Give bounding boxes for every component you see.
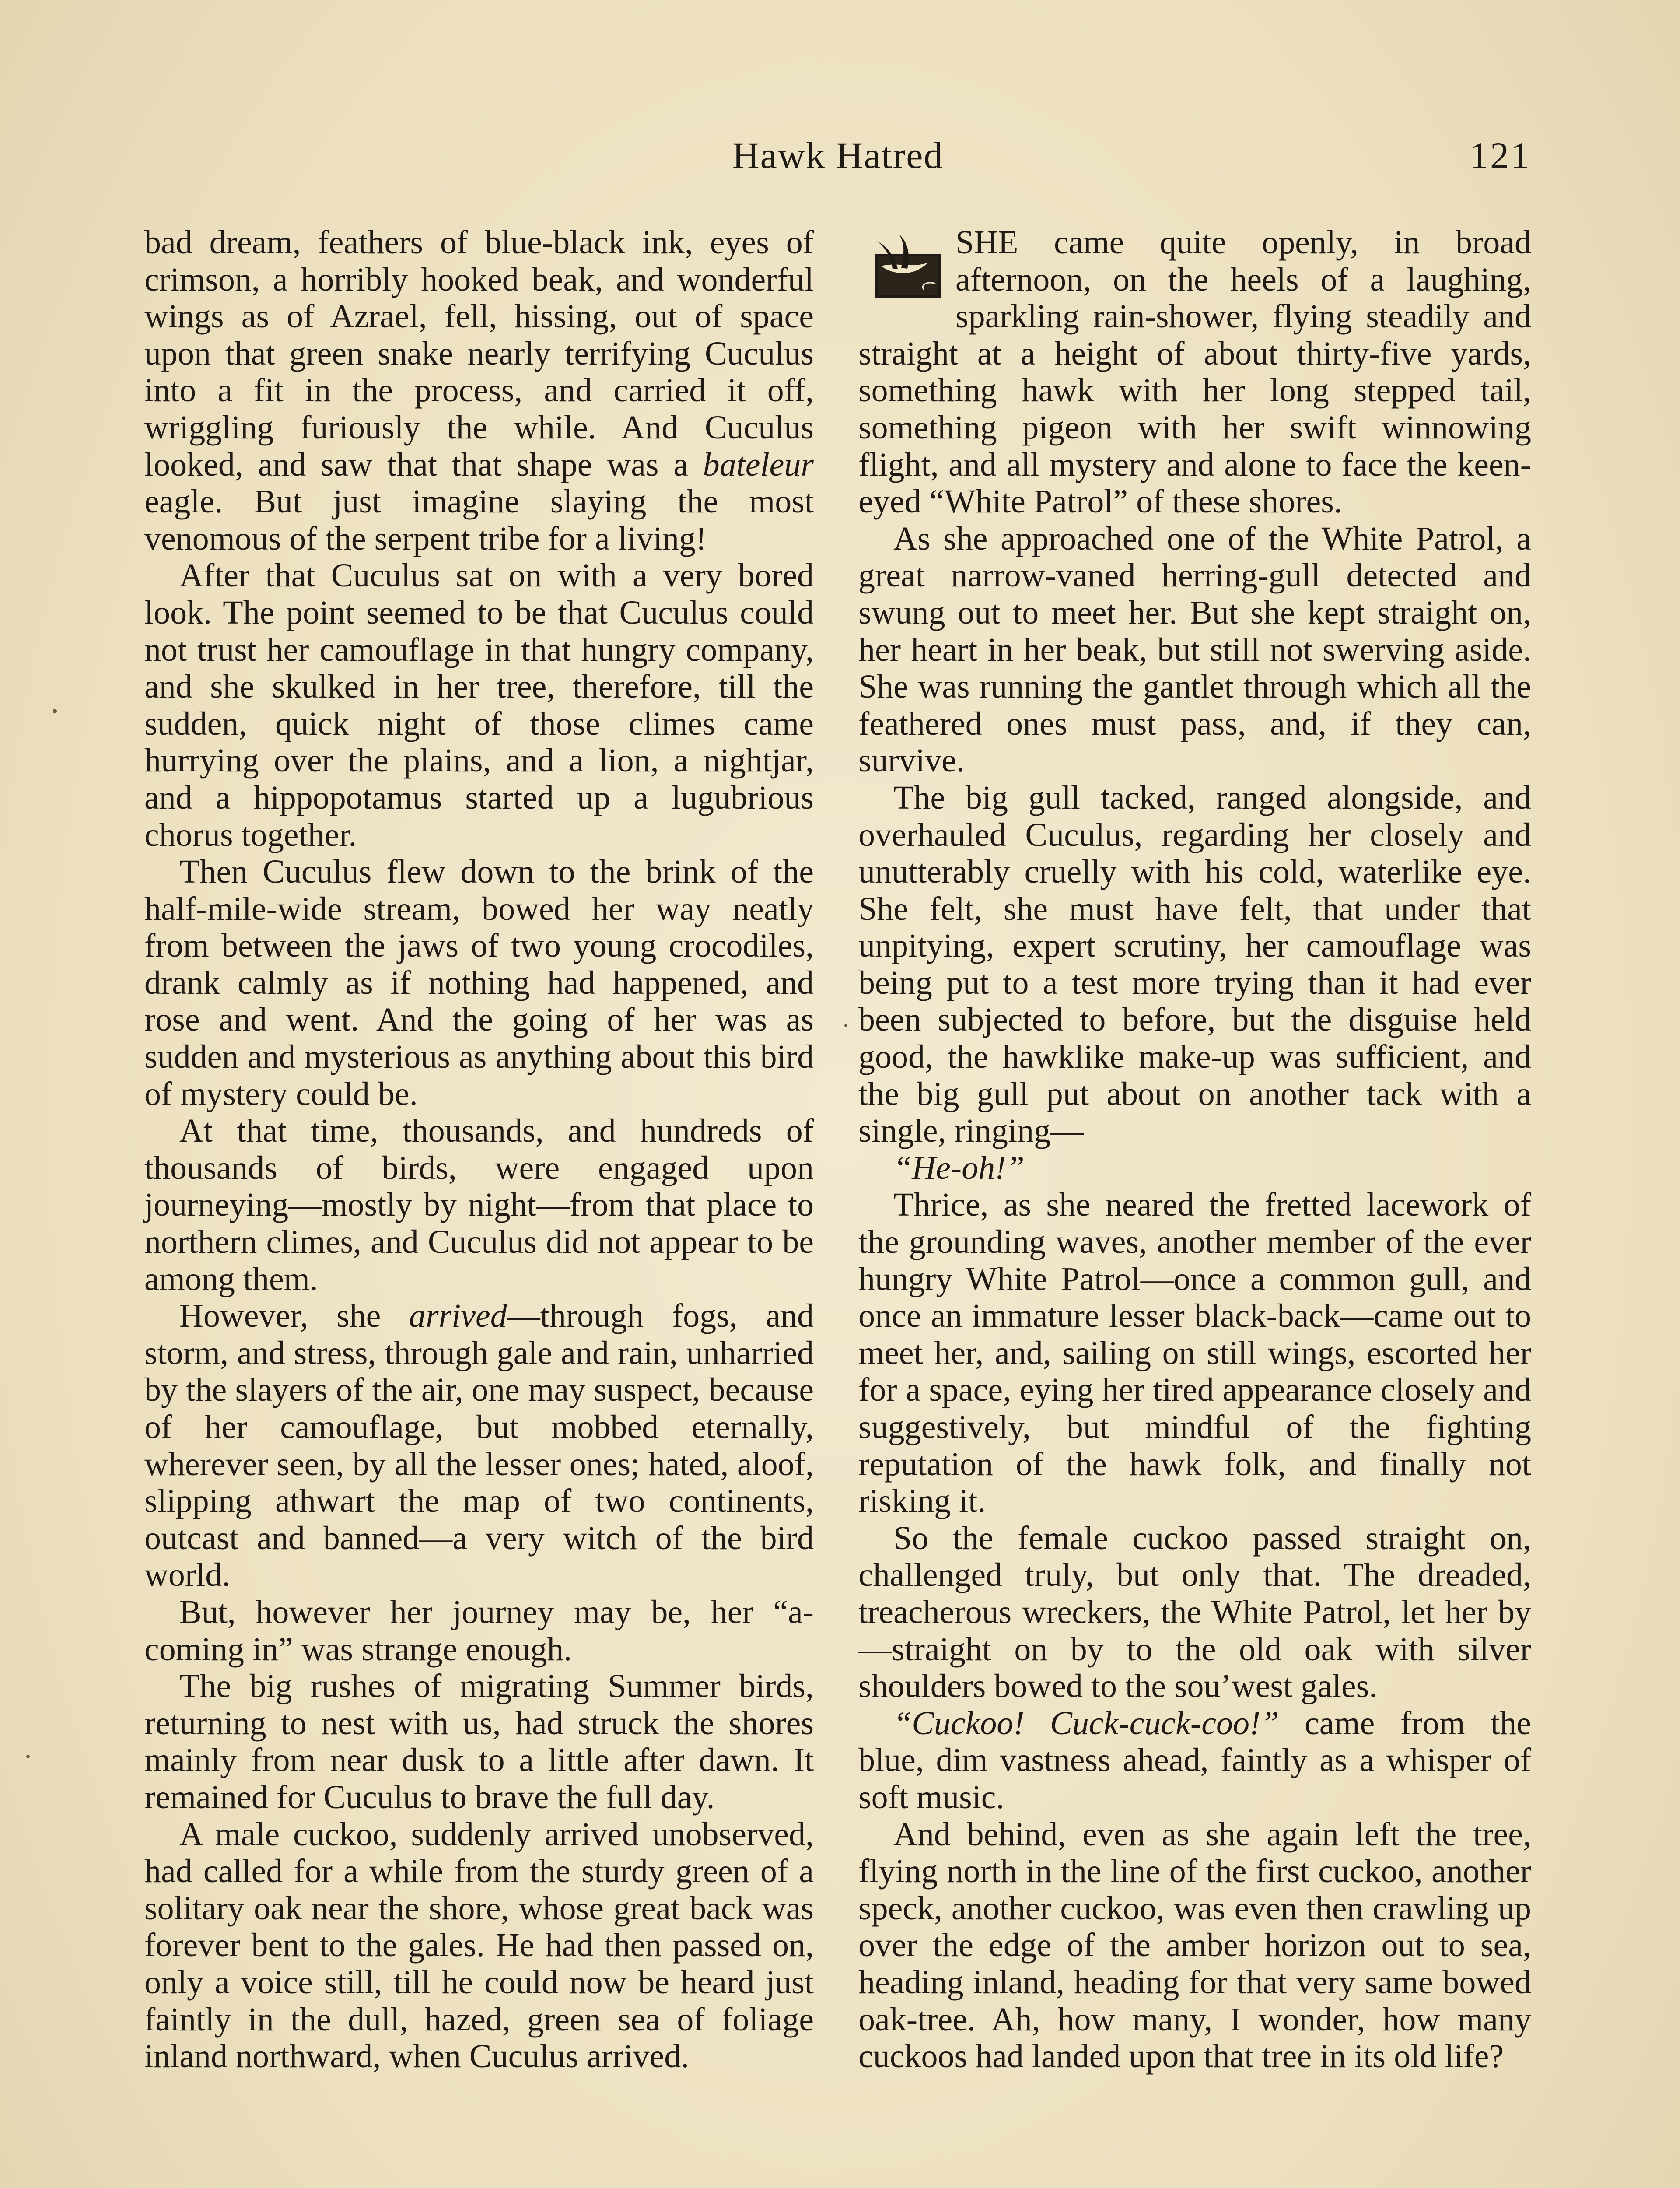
- paper-speck: [52, 709, 57, 713]
- paragraph: SHE came quite openly, in broad afternoon, on the heels of a laughing, sparkling rain-shower, flying steadily and straight at a height of about thirty-five yards, something hawk with her long stepped tail, something pigeon with her swift winnowing flight, and all mystery and alone to face the keen-eyed “White Patrol” of these shores.: [858, 224, 1531, 520]
- page-title: Hawk Hatred: [732, 134, 944, 176]
- paper-speck: [844, 1024, 847, 1027]
- cuckoo-vignette-icon: [858, 228, 946, 299]
- paragraph: But, however her journey may be, her “a-coming in” was strange enough.: [144, 1593, 814, 1668]
- paragraph: And behind, even as she again left the tree, flying north in the line of the first cuckoo, another speck, another cuckoo, was even then crawling up over the edge of the amber horizon out to sea, heading inland, heading for that very same bowed oak-tree. Ah, how many, I wonder, how many cuckoos had landed upon that tree in its old life?: [858, 1816, 1531, 2075]
- paragraph: As she approached one of the White Patrol, a great narrow-vaned herring-gull detected and swung out to meet her. But she kept straight on, her heart in her beak, but still not swerving aside. She was running the gantlet through which all the feathered ones must pass, and, if they can, survive.: [858, 520, 1531, 779]
- paragraph: Thrice, as she neared the fretted lacework of the grounding waves, another member of the ever hungry White Patrol—once a common gull, and once an immature lesser black-back—came out to meet her, and, sailing on still wings, escorted her for a space, eying her tired appearance closely and suggestively, but mindful of the fighting reputation of the hawk folk, and finally not risking it.: [858, 1186, 1531, 1520]
- paragraph: So the female cuckoo passed straight on, challenged truly, but only that. The dreaded, treacherous wreckers, the White Patrol, let her by—straight on by to the old oak with silver shoulders bowed to the sou’west gales.: [858, 1519, 1531, 1705]
- paragraph: However, she arrived—through fogs, and storm, and stress, through gale and rain, unharried by the slayers of the air, one may suspect, because of her camouflage, but mobbed eternally, wherever seen, by all the lesser ones; hated, aloof, slipping athwart the map of two continents, outcast and banned—a very witch of the bird world.: [144, 1297, 814, 1594]
- paragraph: A male cuckoo, suddenly arrived unobserved, had called for a while from the sturdy green of a solitary oak near the shore, whose great back was forever bent to the gales. He had then passed on, only a voice still, till he could now be heard just faintly in the dull, hazed, green sea of foliage inland northward, when Cuculus arrived.: [144, 1816, 814, 2075]
- paragraph: bad dream, feathers of blue-black ink, eyes of crimson, a horribly hooked beak, and wonderful wings as of Azrael, fell, hissing, out of space upon that green snake nearly terrifying Cuculus into a fit in the process, and carried it off, wriggling furiously the while. And Cuculus looked, and saw that that shape was a bateleur eagle. But just imagine slaying the most venomous of the serpent tribe for a living!: [144, 224, 814, 557]
- page-number: 121: [1470, 134, 1531, 176]
- paper-speck: [26, 1755, 30, 1758]
- paragraph: “Cuckoo! Cuck-cuck-coo!” came from the blue, dim vastness ahead, faintly as a whisper of soft music.: [858, 1704, 1531, 1816]
- paragraph: The big rushes of migrating Summer birds, returning to nest with us, had struck the shores mainly from near dusk to a little after dawn. It remained for Cuculus to brave the full day.: [144, 1668, 814, 1816]
- right-column: [858, 224, 1531, 2075]
- running-header: [144, 131, 1531, 188]
- paragraph: The big gull tacked, ranged alongside, and overhauled Cuculus, regarding her closely and unutterably cruelly with his cold, waterlike eye. She felt, she must have felt, that under that unpitying, expert scrutiny, her camouflage was being put to a test more trying than it had ever been subjected to before, but the disguise held good, the hawklike make-up was sufficient, and the big gull put about on another tack with a single, ringing—: [858, 779, 1531, 1150]
- paragraph: At that time, thousands, and hundreds of thousands of birds, were engaged upon journeying—mostly by night—from that place to northern climes, and Cuculus did not appear to be among them.: [144, 1112, 814, 1297]
- paragraph: Then Cuculus flew down to the brink of the half-mile-wide stream, bowed her way neatly from between the jaws of two young crocodiles, drank calmly as if nothing had happened, and rose and went. And the going of her was as sudden and mysterious as anything about this bird of mystery could be.: [144, 853, 814, 1112]
- paragraph: “He-oh!”: [893, 1149, 1025, 1186]
- left-column: [144, 224, 814, 2075]
- paragraph: After that Cuculus sat on with a very bored look. The point seemed to be that Cuculus could not trust her camouflage in that hungry company, and she skulked in her tree, therefore, till the sudden, quick night of those climes came hurrying over the plains, and a lion, a nightjar, and a hippopotamus started up a lugubrious chorus together.: [144, 557, 814, 853]
